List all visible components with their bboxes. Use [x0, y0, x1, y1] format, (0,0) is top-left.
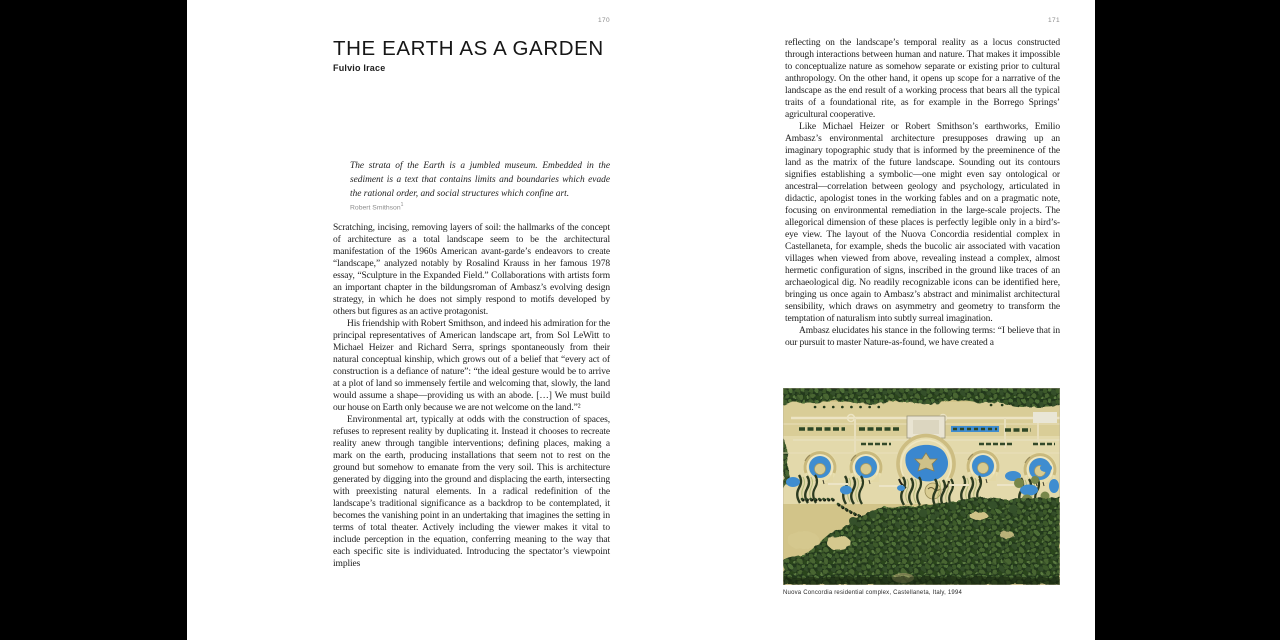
page-title: THE EARTH AS A GARDEN: [333, 37, 604, 60]
left-body-text: [333, 222, 610, 570]
paragraph: reflecting on the landscape’s temporal reality as a locus constructed through interactions between human and nature. That makes it impossible to conceptualize nature as somehow separate or existing prior to cultural anthropology. On the other hand, it opens up scope for a narrative of the landscape as the end result of a working process that bears all the typical traits of a foundational rite, as for example in the Borrego Springs’ agricultural cooperative.: [785, 38, 1060, 120]
epigraph-attribution: [350, 202, 610, 211]
paragraph: Ambasz elucidates his stance in the following terms: “I believe that in our pursuit to master Nature-as-found, we have created a: [785, 326, 1060, 348]
footnote-marker: 1: [400, 202, 404, 208]
figure-caption: Nuova Concordia residential complex, Castellaneta, Italy, 1994: [783, 590, 963, 596]
paragraph: Like Michael Heizer or Robert Smithson’s earthworks, Emilio Ambasz’s environmental architecture presupposes drawing up an imaginary topographic study that is informed by the preeminence of the land as the matrix of the future landscape. Sounding out its contours signifies establishing a symbolic—one might even say ontological or ancestral—correlation between geology and psychology, articulated in didactic, apologist tones in the working fables and on a pragmatic note, focusing on environmental remediation in the large-scale projects. The allegorical dimension of these places is perfectly legible only in a bird’s-eye view. The layout of the Nuova Concordia residential complex in Castellaneta, for example, sheds the bucolic air associated with vacation villages when viewed from above, revealing instead a complex, almost hermetic configuration of signs, inscribed in the ground like traces of an archaeological dig. No readily recognizable icons can be identified here, bringing us once again to Ambasz’s abstract and minimalist architectural sensibility, which draws on asymmetry and geometry to transform the temptation of naturalism into subtly surreal imagination.: [785, 122, 1060, 324]
paragraph: His friendship with Robert Smithson, and indeed his admiration for the principal representatives of American landscape art, from Sol LeWitt to Michael Heizer and Richard Serra, springs spontaneously from their natural conceptual kinship, which grows out of a belief that “every act of construction is a defiance of nature”: “the ideal gesture would be to arrive at a plot of land so immensely fertile and welcoming that, slowly, the land would assume a shape—providing us with an abode. […] We must build our house on Earth only because we are not welcome on the land.”²: [333, 319, 610, 413]
paragraph: Environmental art, typically at odds with the construction of spaces, refuses to represent reality by duplicating it. Instead it chooses to recreate reality anew through tangible interventions; defining places, making a mark on the earth, producing installations that seem not to rest on the ground but somehow to emanate from the very soil. This is architecture generated by digging into the ground and displacing the earth, intersecting with preexisting natural elements. In a radical redefinition of the landscape’s traditional significance as a backdrop to be contemplated, it becomes the vanishing point in an undertaking that imagines the setting in terms of total theater. Actively including the viewer makes it vital to include perception in the equation, conferring meaning to the way that each specific site is individuated. Introducing the spectator’s viewpoint implies: [333, 415, 610, 569]
page-number-left: 170: [597, 17, 610, 24]
aerial-photo-nuova-concordia: [783, 388, 1060, 585]
page-number-right: 171: [1047, 17, 1060, 24]
aerial-photo-figure: [783, 388, 1060, 596]
paragraph: Scratching, incising, removing layers of soil: the hallmarks of the concept of architecture as a total landscape seem to be the architectural manifestation of the 1960s American avant-garde’s endeavors to create “landscape,” analyzed notably by Rosalind Krauss in her famous 1978 essay, “Sculpture in the Expanded Field.” Collaborations with artists form an important chapter in the bildungsroman of Ambasz’s evolving design strategy, in which he does not simply respond to motifs developed by others but figures as an active protagonist.: [333, 223, 610, 317]
author-name: Fulvio Irace: [333, 63, 386, 73]
epigraph-attribution-name: Robert Smithson: [350, 204, 401, 212]
epigraph: [350, 159, 610, 211]
book-spread: [187, 0, 1095, 640]
right-body-text: [785, 37, 1060, 349]
epigraph-text: The strata of the Earth is a jumbled museum. Embedded in the sediment is a text that contains limits and boundaries which evade the rational order, and social structures which confine art.: [350, 161, 610, 199]
